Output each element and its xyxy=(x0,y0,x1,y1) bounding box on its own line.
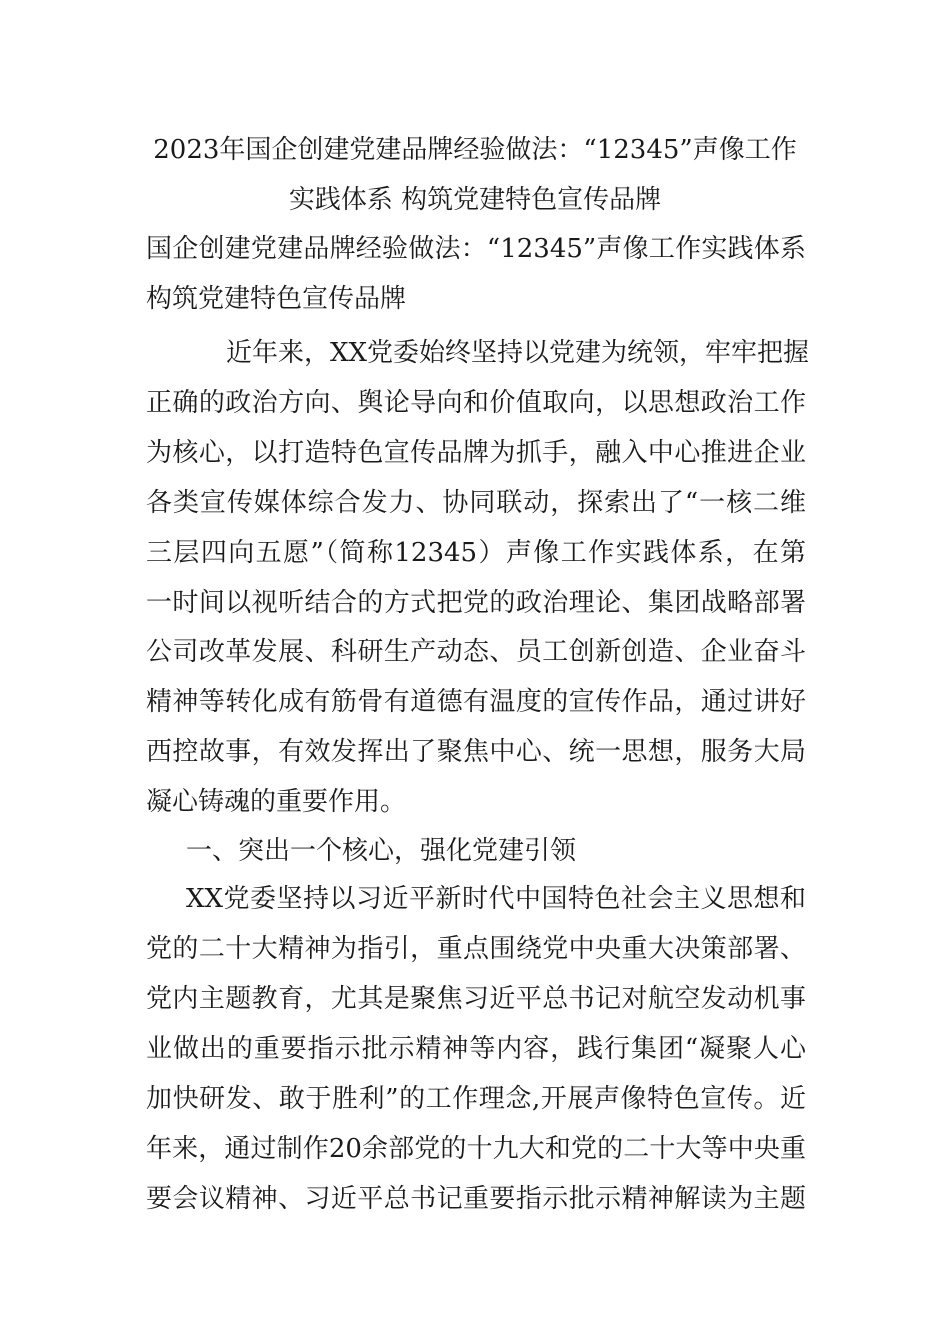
paragraph-line: 加快研发、敢于胜利”的工作理念,开展声像特色宣传。近 xyxy=(146,1084,806,1114)
paragraph-line: 年来，通过制作20余部党的十九大和党的二十大等中央重 xyxy=(146,1134,806,1164)
document-title-line-1: 2023年国企创建党建品牌经验做法：“12345”声像工作 xyxy=(153,135,797,165)
paragraph-line: 公司改革发展、科研生产动态、员工创新创造、企业奋斗 xyxy=(146,637,806,667)
paragraph-line: 一时间以视听结合的方式把党的政治理论、集团战略部署 xyxy=(146,588,806,618)
paragraph-line: XX党委坚持以习近平新时代中国特色社会主义思想和 xyxy=(186,884,806,914)
section-heading: 一、突出一个核心，强化党建引领 xyxy=(186,836,577,866)
paragraph-line: 业做出的重要指示批示精神等内容，践行集团“凝聚人心 xyxy=(146,1034,806,1064)
subtitle-line-1: 国企创建党建品牌经验做法：“12345”声像工作实践体系 xyxy=(146,234,806,264)
paragraph-line: 正确的政治方向、舆论导向和价值取向，以思想政治工作 xyxy=(146,388,806,418)
paragraph-line: 党内主题教育，尤其是聚焦习近平总书记对航空发动机事 xyxy=(146,984,806,1014)
document-title-line-2: 实践体系 构筑党建特色宣传品牌 xyxy=(288,185,662,215)
paragraph-line: 三层四向五愿”（简称12345）声像工作实践体系，在第 xyxy=(146,538,806,568)
paragraph-line: 党的二十大精神为指引，重点围绕党中央重大决策部署、 xyxy=(146,934,806,964)
paragraph-line: 近年来，XX党委始终坚持以党建为统领，牢牢把握 xyxy=(226,338,810,368)
subtitle-line-2: 构筑党建特色宣传品牌 xyxy=(146,284,407,314)
paragraph-line: 各类宣传媒体综合发力、协同联动，探索出了“一核二维 xyxy=(146,488,806,518)
paragraph-line: 为核心，以打造特色宣传品牌为抓手，融入中心推进企业 xyxy=(146,438,806,468)
paragraph-line: 西控故事，有效发挥出了聚焦中心、统一思想，服务大局 xyxy=(146,737,806,767)
paragraph-line: 精神等转化成有筋骨有道德有温度的宣传作品，通过讲好 xyxy=(146,687,806,717)
paragraph-line: 要会议精神、习近平总书记重要指示批示精神解读为主题 xyxy=(146,1184,806,1214)
paragraph-line: 凝心铸魂的重要作用。 xyxy=(146,787,407,817)
